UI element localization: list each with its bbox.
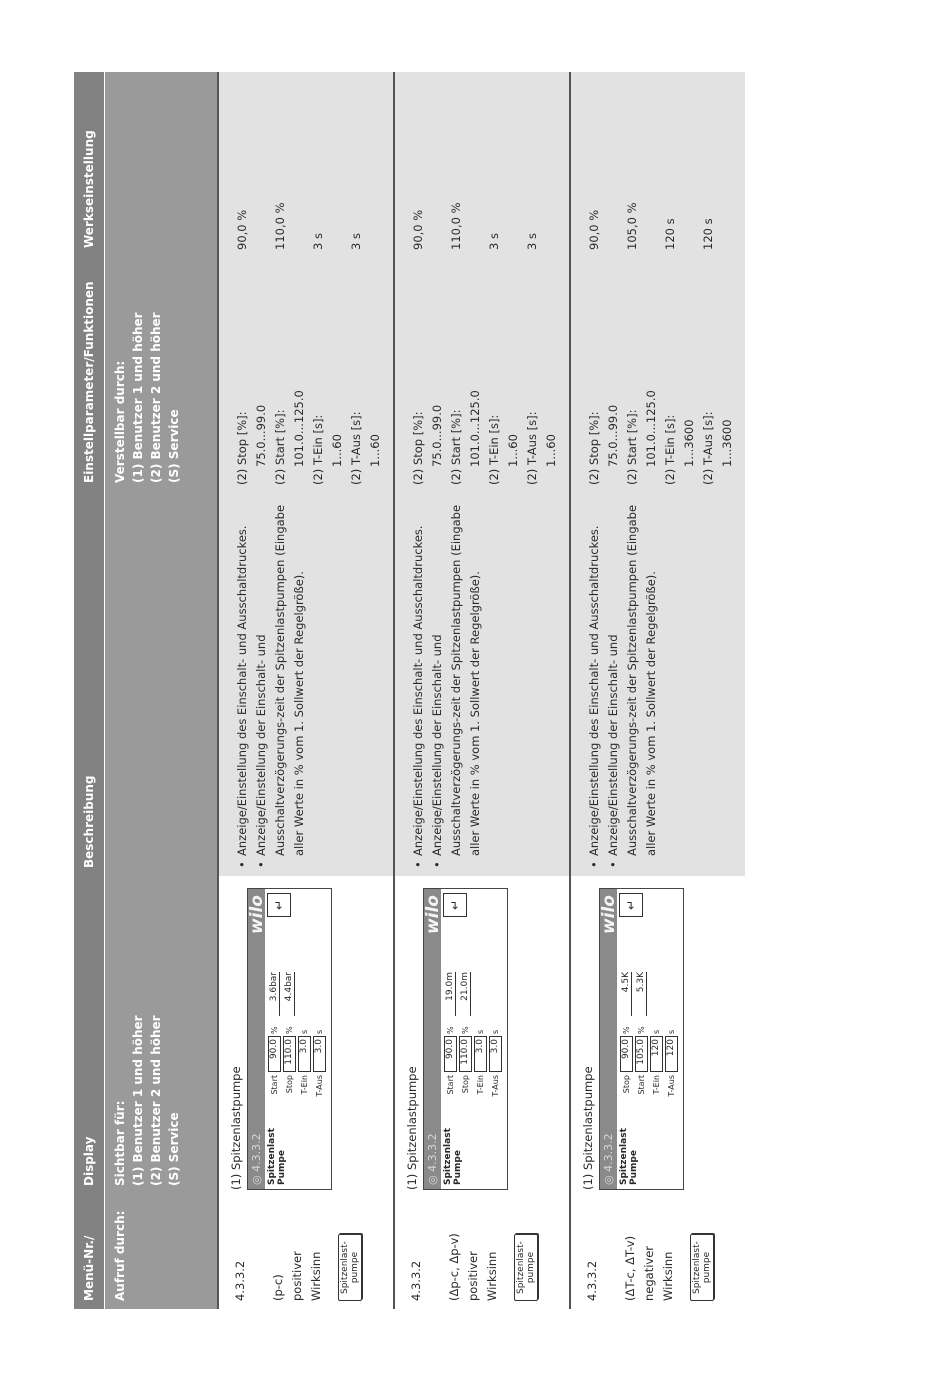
lcd-menu-text: 4.3.3.2 <box>602 1133 615 1172</box>
factory-value: 3 s <box>525 233 539 250</box>
sense-line-1: negativer <box>642 1245 656 1301</box>
sense-line-2: Wirksinn <box>309 1251 323 1301</box>
sichtbar-level-s: (S) Service <box>167 1112 181 1186</box>
lcd-menu-number <box>602 1133 615 1185</box>
parameter-range: 1...60 <box>330 434 344 467</box>
parameter-range: 1...60 <box>506 434 520 467</box>
description-item: • Anzeige/Einstellung des Einschalt- und Ausschaltdruckes. <box>233 499 252 868</box>
lcd-unit: s <box>315 1029 324 1034</box>
lcd-unit: % <box>622 1026 631 1034</box>
lcd-value-field[interactable]: 110.0 <box>459 1036 472 1072</box>
sense-line-1: positiver <box>466 1251 480 1301</box>
sichtbar-label: Sichtbar für: <box>113 1100 127 1186</box>
verstellbar-level-s: (S) Service <box>167 409 181 483</box>
parameter-range: 101.0...125.0 <box>468 390 482 467</box>
factory-value: 105,0 % <box>625 202 639 250</box>
parameter-cell <box>570 256 745 491</box>
description-item: • Anzeige/Einstellung der Einschalt- und Ausschaltverzögerungs-zeit der Spitzenlastpumpen (Eingabe aller Werte in % vom 1. Sollwert der Regelgröße). <box>604 499 661 868</box>
lcd-menu-text: 4.3.3.2 <box>250 1133 263 1172</box>
parameter-name: (2) Stop [%]: <box>235 411 249 485</box>
lcd-name <box>619 1105 679 1185</box>
control-mode: (p-c) <box>271 1274 285 1301</box>
enter-icon[interactable]: ↵ <box>619 893 643 917</box>
parameter-name: (2) Start [%]: <box>449 409 463 485</box>
display-title: (1) Spitzenlastpumpe <box>229 1066 243 1190</box>
lcd-line-label: Stop <box>461 1075 470 1094</box>
subheader-verstellbar <box>105 256 219 491</box>
lcd-line <box>488 923 503 1105</box>
parameter-name: (2) T-Ein [s]: <box>663 414 677 485</box>
header-display: Display <box>74 876 105 1194</box>
lcd-absolute-value: 4.4bar <box>284 972 295 1016</box>
lcd-unit: % <box>285 1026 294 1034</box>
lcd-values <box>267 923 327 1105</box>
description-cell <box>570 491 745 876</box>
lcd-body <box>441 889 507 1189</box>
wilo-logo: wilo <box>599 895 619 935</box>
lcd-screen <box>247 888 332 1190</box>
table-body <box>218 72 745 1309</box>
lcd-unit: % <box>461 1026 470 1034</box>
parameter-range: 1...60 <box>544 434 558 467</box>
lcd-unit: s <box>300 1029 309 1034</box>
lcd-value-field[interactable]: 3.0 <box>489 1036 502 1072</box>
sichtbar-level-1: (1) Benutzer 1 und höher <box>131 1015 145 1186</box>
header-beschreibung: Beschreibung <box>74 491 105 876</box>
lcd-line <box>458 923 473 1105</box>
description-list <box>585 499 661 868</box>
lcd-name-line-1: Spitzenlast <box>267 1128 277 1185</box>
control-mode: (ΔT-c, ΔT-v) <box>623 1235 637 1301</box>
factory-value: 3 s <box>487 233 501 250</box>
lcd-name-line-2: Pumpe <box>629 1150 639 1185</box>
parameter-name: (2) Start [%]: <box>625 409 639 485</box>
lcd-menu-text: 4.3.3.2 <box>426 1133 439 1172</box>
sense-line-1: positiver <box>290 1251 304 1301</box>
parameter-cell <box>218 256 394 491</box>
control-mode: (Δp-c, Δp-v) <box>447 1233 461 1301</box>
lcd-unit: s <box>667 1029 676 1034</box>
parameter-name: (2) Start [%]: <box>273 409 287 485</box>
lcd-absolute-value: 5.3K <box>636 972 647 1016</box>
lcd-line-label: T-Ein <box>652 1075 661 1095</box>
subheader-row <box>105 72 219 1309</box>
parameter-name: (2) Stop [%]: <box>587 411 601 485</box>
sichtbar-level-2: (2) Benutzer 2 und höher <box>149 1015 163 1186</box>
lcd-name-line-1: Spitzenlast <box>443 1128 453 1185</box>
description-item: • Anzeige/Einstellung des Einschalt- und Ausschaltdruckes. <box>585 499 604 868</box>
lcd-unit: % <box>446 1026 455 1034</box>
lcd-screen <box>423 888 508 1190</box>
factory-value: 110,0 % <box>273 202 287 250</box>
lcd-name-line-2: Pumpe <box>453 1150 463 1185</box>
table-row <box>394 72 570 1309</box>
lcd-value-field[interactable]: 90.0 <box>620 1036 633 1072</box>
menu-number: 4.3.3.2 <box>233 1260 247 1301</box>
parameter-name: (2) T-Aus [s]: <box>349 411 363 485</box>
parameter-range: 75.0...99.0 <box>430 404 444 467</box>
subheader-werk-empty <box>105 72 219 256</box>
parameter-range: 101.0...125.0 <box>292 390 306 467</box>
parameter-range: 1...3600 <box>682 419 696 467</box>
header-werkseinstellung: Werkseinstellung <box>74 72 105 256</box>
parameter-cell <box>394 256 570 491</box>
menu-number: 4.3.3.2 <box>409 1260 423 1301</box>
factory-value: 3 s <box>349 233 363 250</box>
parameter-range: 75.0...99.0 <box>606 404 620 467</box>
spitzenlast-softkey-button[interactable]: Spitzenlast- pumpe <box>514 1234 538 1301</box>
parameter-name: (2) T-Aus [s]: <box>701 411 715 485</box>
parameter-range: 75.0...99.0 <box>254 404 268 467</box>
description-list <box>233 499 309 868</box>
lcd-body <box>265 889 331 1189</box>
enter-icon[interactable]: ↵ <box>267 893 291 917</box>
parameter-range: 101.0...125.0 <box>644 390 658 467</box>
lcd-unit: s <box>476 1029 485 1034</box>
lcd-values <box>443 923 503 1105</box>
lcd-unit: % <box>270 1026 279 1034</box>
lcd-absolute-value: 21.0m <box>460 972 471 1016</box>
lcd-line <box>634 923 649 1105</box>
lcd-line <box>312 923 327 1105</box>
display-cell <box>218 876 394 1194</box>
lcd-line <box>443 923 458 1105</box>
lcd-line-label: Stop <box>622 1075 631 1094</box>
lcd-line <box>473 923 488 1105</box>
description-item: • Anzeige/Einstellung der Einschalt- und Ausschaltverzögerungs-zeit der Spitzenlastpumpen (Eingabe aller Werte in % vom 1. Sollwert der Regelgröße). <box>428 499 485 868</box>
menu-number: 4.3.3.2 <box>585 1260 599 1301</box>
wilo-logo: wilo <box>247 895 267 935</box>
lcd-line-label: Start <box>637 1075 646 1095</box>
lcd-name <box>267 1105 327 1185</box>
description-cell <box>218 491 394 876</box>
lcd-line-label: T-Ein <box>476 1075 485 1095</box>
menu-cell <box>218 1194 394 1309</box>
lcd-header <box>600 889 617 1189</box>
lcd-menu-number <box>250 1133 263 1185</box>
factory-value: 3 s <box>311 233 325 250</box>
lcd-gear-icon: ◎ <box>426 1175 439 1185</box>
parameter-name: (2) Stop [%]: <box>411 411 425 485</box>
werkseinstellung-cell <box>570 72 745 256</box>
menu-cell <box>570 1194 745 1309</box>
factory-value: 90,0 % <box>587 209 601 250</box>
lcd-line <box>649 923 664 1105</box>
lcd-unit: s <box>652 1029 661 1034</box>
lcd-value-field[interactable]: 3.0 <box>298 1036 311 1072</box>
sense-line-2: Wirksinn <box>485 1251 499 1301</box>
spitzenlast-softkey-button[interactable]: Spitzenlast- pumpe <box>338 1234 362 1301</box>
display-title: (1) Spitzenlastpumpe <box>405 1066 419 1190</box>
display-cell <box>570 876 745 1194</box>
table-row <box>218 72 394 1309</box>
menu-table <box>74 72 745 1309</box>
description-list <box>409 499 485 868</box>
lcd-value-field[interactable]: 120 <box>665 1036 678 1072</box>
enter-icon[interactable]: ↵ <box>443 893 467 917</box>
lcd-unit: s <box>491 1029 500 1034</box>
spitzenlast-softkey-button[interactable]: Spitzenlast- pumpe <box>690 1234 714 1301</box>
lcd-gear-icon: ◎ <box>250 1175 263 1185</box>
lcd-absolute-value: 4.5K <box>621 972 632 1016</box>
lcd-name-line-2: Pumpe <box>277 1150 287 1185</box>
lcd-values <box>619 923 679 1105</box>
lcd-unit: % <box>637 1026 646 1034</box>
display-cell <box>394 876 570 1194</box>
parameter-name: (2) T-Ein [s]: <box>487 414 501 485</box>
werkseinstellung-cell <box>394 72 570 256</box>
lcd-name <box>443 1105 503 1185</box>
lcd-menu-number <box>426 1133 439 1185</box>
sense-line-2: Wirksinn <box>661 1251 675 1301</box>
lcd-header <box>424 889 441 1189</box>
lcd-value-field[interactable]: 110.0 <box>283 1036 296 1072</box>
lcd-line <box>267 923 282 1105</box>
lcd-line <box>297 923 312 1105</box>
factory-value: 90,0 % <box>235 209 249 250</box>
lcd-name-line-1: Spitzenlast <box>619 1128 629 1185</box>
lcd-body <box>617 889 683 1189</box>
wilo-logo: wilo <box>423 895 443 935</box>
lcd-line-label: Start <box>270 1075 279 1095</box>
lcd-line <box>282 923 297 1105</box>
factory-value: 110,0 % <box>449 202 463 250</box>
header-menu-nr: Menü-Nr./ <box>74 1194 105 1309</box>
header-einstellparameter: Einstellparameter/Funktionen <box>74 256 105 491</box>
lcd-value-field[interactable]: 90.0 <box>444 1036 457 1072</box>
lcd-gear-icon: ◎ <box>602 1175 615 1185</box>
lcd-line-label: Stop <box>285 1075 294 1094</box>
display-title: (1) Spitzenlastpumpe <box>581 1066 595 1190</box>
lcd-value-field[interactable]: 120 <box>650 1036 663 1072</box>
werkseinstellung-cell <box>218 72 394 256</box>
lcd-line-label: T-Aus <box>315 1075 324 1097</box>
lcd-absolute-value: 19.0m <box>445 972 456 1016</box>
lcd-absolute-value: 3.6bar <box>269 972 280 1016</box>
table-row <box>570 72 745 1309</box>
verstellbar-level-2: (2) Benutzer 2 und höher <box>149 312 163 483</box>
description-item: • Anzeige/Einstellung des Einschalt- und Ausschaltdruckes. <box>409 499 428 868</box>
lcd-value-field[interactable]: 90.0 <box>268 1036 281 1072</box>
lcd-value-field[interactable]: 3.0 <box>474 1036 487 1072</box>
subheader-sichtbar <box>105 876 219 1194</box>
verstellbar-label: Verstellbar durch: <box>113 360 127 483</box>
parameter-range: 1...3600 <box>720 419 734 467</box>
description-cell <box>394 491 570 876</box>
verstellbar-level-1: (1) Benutzer 1 und höher <box>131 312 145 483</box>
lcd-line-label: T-Aus <box>667 1075 676 1097</box>
lcd-value-field[interactable]: 105.0 <box>635 1036 648 1072</box>
parameter-name: (2) T-Aus [s]: <box>525 411 539 485</box>
lcd-screen <box>599 888 684 1190</box>
lcd-line <box>664 923 679 1105</box>
lcd-header <box>248 889 265 1189</box>
parameter-name: (2) T-Ein [s]: <box>311 414 325 485</box>
factory-value: 120 s <box>663 218 677 250</box>
lcd-value-field[interactable]: 3.0 <box>313 1036 326 1072</box>
description-item: • Anzeige/Einstellung der Einschalt- und Ausschaltverzögerungs-zeit der Spitzenlastpumpen (Eingabe aller Werte in % vom 1. Sollwert der Regelgröße). <box>252 499 309 868</box>
header-row <box>74 72 105 1309</box>
factory-value: 120 s <box>701 218 715 250</box>
factory-value: 90,0 % <box>411 209 425 250</box>
lcd-line-label: Start <box>446 1075 455 1095</box>
lcd-line-label: T-Aus <box>491 1075 500 1097</box>
subheader-empty <box>105 491 219 876</box>
subheader-aufruf: Aufruf durch: <box>105 1194 219 1309</box>
lcd-line <box>619 923 634 1105</box>
lcd-line-label: T-Ein <box>300 1075 309 1095</box>
menu-cell <box>394 1194 570 1309</box>
parameter-range: 1...60 <box>368 434 382 467</box>
